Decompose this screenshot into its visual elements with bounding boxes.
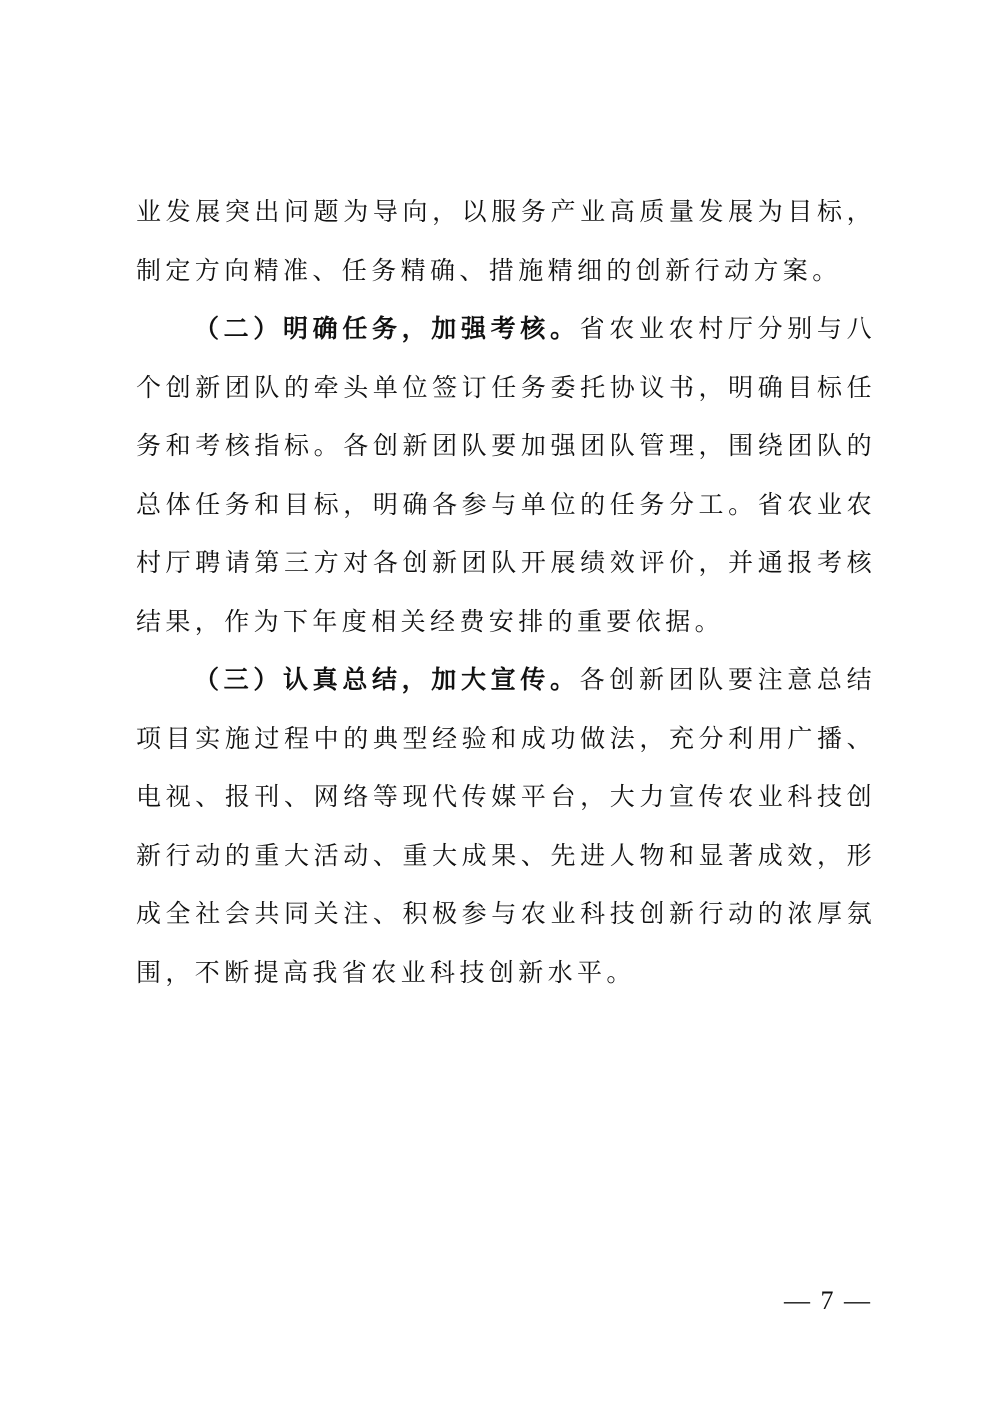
document-body: [136, 183, 876, 1002]
paragraph-section-2: [136, 300, 876, 651]
paragraph-text: 省农业农村厅分别与八个创新团队的牵头单位签订任务委托协议书，明确目标任务和考核指标。各创新团队要加强团队管理，围绕团队的总体任务和目标，明确各参与单位的任务分工。省农业农村厅聘请第三方对各创新团队开展绩效评价，并通报考核结果，作为下年度相关经费安排的重要依据。: [136, 314, 876, 636]
section-heading: （三）认真总结，加大宣传。: [194, 665, 580, 694]
paragraph-section-3: [136, 651, 876, 1002]
paragraph-text: 各创新团队要注意总结项目实施过程中的典型经验和成功做法，充分利用广播、电视、报刊、网络等现代传媒平台，大力宣传农业科技创新行动的重大活动、重大成果、先进人物和显著成效，形成全社会共同关注、积极参与农业科技创新行动的浓厚氛围，不断提高我省农业科技创新水平。: [136, 665, 876, 987]
page-number: — 7 —: [784, 1286, 872, 1315]
section-heading: （二）明确任务，加强考核。: [194, 314, 580, 343]
paragraph-text: 业发展突出问题为导向，以服务产业高质量发展为目标，制定方向精准、任务精确、措施精细的创新行动方案。: [136, 197, 876, 285]
paragraph-continued: [136, 183, 876, 300]
